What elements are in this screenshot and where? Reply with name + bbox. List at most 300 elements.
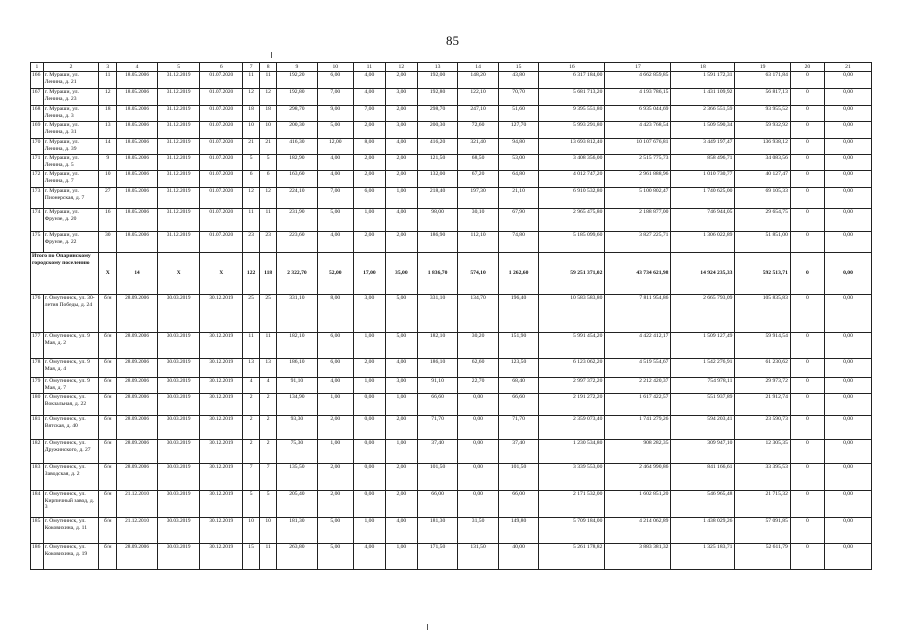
resettled-area: 186,10: [417, 359, 458, 378]
extra-cost: 0,00: [824, 89, 871, 106]
apartments-total: 2,00: [317, 491, 353, 518]
fund-cost: 6 935 044,69: [605, 106, 671, 122]
resettled-count: 10: [260, 122, 277, 139]
local-cost: 51 851,00: [735, 232, 790, 253]
apartments-total: 5,00: [317, 209, 353, 232]
column-number: 3: [99, 63, 117, 72]
apartments-private: 4,00: [353, 544, 385, 570]
total-area: 181,30: [277, 518, 318, 544]
resettled-count: 11: [260, 544, 277, 570]
planned-demolition: 01.07.2020: [200, 188, 243, 209]
total-cost: 9 395 551,80: [539, 106, 605, 122]
recognition-date: 28.09.2006: [117, 359, 158, 378]
apartments-private: 0,00: [353, 416, 385, 440]
planned-demolition: 30.12.2019: [200, 295, 243, 333]
apartments-municipal: 5,00: [385, 295, 417, 333]
apartments-private: 0,00: [353, 440, 385, 464]
total-cost: 2 359 073,40: [539, 416, 605, 440]
apartments-private: 1,00: [353, 209, 385, 232]
extra-count: 0: [790, 139, 824, 155]
row-number: 171: [31, 155, 44, 171]
extra-count: 0: [790, 253, 824, 295]
extra-count: 0: [790, 171, 824, 188]
municipal-area: 64,80: [498, 171, 539, 188]
extra-count: 0: [790, 416, 824, 440]
fund-cost: 908 282,35: [605, 440, 671, 464]
apartments-total: 2,00: [317, 416, 353, 440]
resettled-area: 91,10: [417, 378, 458, 394]
page-number: 85: [446, 33, 459, 48]
resettled-count: 5: [260, 491, 277, 518]
private-area: 68,50: [458, 155, 499, 171]
total-cost: 5 709 184,00: [539, 518, 605, 544]
apartments-municipal: 1,00: [385, 188, 417, 209]
column-number: 12: [385, 63, 417, 72]
municipal-area: 127,70: [498, 122, 539, 139]
resettled-count: 2: [260, 394, 277, 416]
planned-demolition: 01.07.2020: [200, 72, 243, 89]
column-number: 7: [243, 63, 260, 72]
planned-end: 31.12.2019: [157, 188, 200, 209]
residents-count: 10: [243, 122, 260, 139]
apartments-private: 7,00: [353, 106, 385, 122]
column-number: 1: [31, 63, 44, 72]
municipal-area: 101,50: [498, 464, 539, 491]
total-cost: 59 251 371,02: [539, 253, 605, 295]
resettled-count: 2: [260, 440, 277, 464]
planned-end: 30.03.2019: [157, 295, 200, 333]
row-number: 185: [31, 518, 44, 544]
region-cost: 1 325 183,71: [671, 544, 735, 570]
total-cost: 3 408 356,00: [539, 155, 605, 171]
private-area: 62,60: [458, 359, 499, 378]
extra-count: 0: [790, 72, 824, 89]
total-area: 135,50: [277, 464, 318, 491]
extra-cost: 0,00: [824, 440, 871, 464]
planned-end: 30.03.2019: [157, 518, 200, 544]
table-row: [31, 491, 872, 518]
fund-cost: 2 464 990,86: [605, 464, 671, 491]
recognition-date: 28.09.2006: [117, 544, 158, 570]
total-area: 182,10: [277, 333, 318, 359]
residents-count: 4: [243, 378, 260, 394]
apartments-municipal: 4,00: [385, 209, 417, 232]
planned-demolition: 30.12.2019: [200, 359, 243, 378]
apartments-municipal: 2,00: [385, 491, 417, 518]
private-area: 321,40: [458, 139, 499, 155]
column-number: 2: [43, 63, 98, 72]
resettled-count: 6: [260, 171, 277, 188]
planned-end: 31.12.2019: [157, 72, 200, 89]
apartments-municipal: 35,00: [385, 253, 417, 295]
fund-cost: 10 107 676,81: [605, 139, 671, 155]
resettled-area: 331,10: [417, 295, 458, 333]
apartments-private: 1,00: [353, 518, 385, 544]
row-number: 181: [31, 416, 44, 440]
apartments-municipal: 2,00: [385, 171, 417, 188]
extra-cost: 0,00: [824, 491, 871, 518]
private-area: 31,50: [458, 518, 499, 544]
row-number: 174: [31, 209, 44, 232]
resettled-count: 18: [260, 106, 277, 122]
municipal-area: 37,40: [498, 440, 539, 464]
local-cost: 21 912,74: [735, 394, 790, 416]
apartments-private: 2,00: [353, 171, 385, 188]
resettled-area: 71,70: [417, 416, 458, 440]
local-cost: 59 932,92: [735, 122, 790, 139]
fund-cost: 5 100 802,47: [605, 188, 671, 209]
apartments-total: 1,00: [317, 394, 353, 416]
extra-cost: 0,00: [824, 464, 871, 491]
private-area: 72,60: [458, 122, 499, 139]
address: г. Мураши, ул. Ленина, д. 23: [43, 89, 98, 106]
residents-count: 5: [243, 155, 260, 171]
doc-number: 14: [99, 139, 117, 155]
residents-count: 2: [243, 416, 260, 440]
recognition-date: 18.05.2006: [117, 155, 158, 171]
total-cost: 2 997 372,20: [539, 378, 605, 394]
recognition-date: 18.05.2006: [117, 89, 158, 106]
planned-demolition: 01.07.2020: [200, 106, 243, 122]
apartments-private: 4,00: [353, 89, 385, 106]
resettled-area: 298,70: [417, 106, 458, 122]
column-number: 17: [605, 63, 671, 72]
address: г. Омутнинск, ул. 9 Мая, д. 7: [43, 378, 98, 394]
table-row: [31, 171, 872, 188]
resettled-area: 98,00: [417, 209, 458, 232]
recognition-date: 18.05.2006: [117, 209, 158, 232]
recognition-date: 28.09.2006: [117, 416, 158, 440]
address: г. Мураши, ул. Пионерская, д. 7: [43, 188, 98, 209]
region-cost: 1 431 109,92: [671, 89, 735, 106]
extra-cost: 0,00: [824, 72, 871, 89]
apartments-municipal: 2,00: [385, 155, 417, 171]
table-row: [31, 72, 872, 89]
region-cost: 2 665 793,09: [671, 295, 735, 333]
recognition-date: 28.09.2006: [117, 440, 158, 464]
resettled-count: 11: [260, 209, 277, 232]
doc-number: 18: [99, 106, 117, 122]
apartments-total: 1,00: [317, 440, 353, 464]
total-area: 192,80: [277, 89, 318, 106]
doc-number: 13: [99, 122, 117, 139]
residents-count: 10: [243, 518, 260, 544]
extra-cost: 0,00: [824, 171, 871, 188]
table-row: [31, 544, 872, 570]
column-number: 11: [353, 63, 385, 72]
scan-mark: [271, 52, 272, 58]
planned-demolition: 30.12.2019: [200, 518, 243, 544]
doc-number: X: [99, 253, 117, 295]
planned-demolition: 01.07.2020: [200, 122, 243, 139]
apartments-municipal: 3,00: [385, 89, 417, 106]
resettled-count: 23: [260, 232, 277, 253]
extra-count: 0: [790, 155, 824, 171]
apartments-private: 2,00: [353, 122, 385, 139]
municipal-area: 43,80: [498, 72, 539, 89]
resettled-area: 132,00: [417, 171, 458, 188]
total-area: 2 322,70: [277, 253, 318, 295]
residents-count: 7: [243, 464, 260, 491]
fund-cost: 4 662 859,85: [605, 72, 671, 89]
address: г. Мураши, ул. Ленина, д. 3: [43, 106, 98, 122]
planned-end: 31.12.2019: [157, 155, 200, 171]
residents-count: 11: [243, 333, 260, 359]
municipal-area: 94,80: [498, 139, 539, 155]
planned-demolition: 30.12.2019: [200, 491, 243, 518]
apartments-private: 0,00: [353, 464, 385, 491]
extra-count: 0: [790, 232, 824, 253]
total-area: 224,10: [277, 188, 318, 209]
apartments-total: 4,00: [317, 171, 353, 188]
resettled-count: 2: [260, 416, 277, 440]
extra-cost: 0,00: [824, 253, 871, 295]
table-row: [31, 440, 872, 464]
apartments-municipal: 5,00: [385, 333, 417, 359]
apartments-total: 7,00: [317, 89, 353, 106]
resettled-area: 218,40: [417, 188, 458, 209]
column-number: 5: [157, 63, 200, 72]
extra-cost: 0,00: [824, 416, 871, 440]
residents-count: 21: [243, 139, 260, 155]
resettled-area: 121,50: [417, 155, 458, 171]
resettled-count: 4: [260, 378, 277, 394]
fund-cost: 3 883 381,32: [605, 544, 671, 570]
total-row: [31, 253, 872, 295]
planned-demolition: 30.12.2019: [200, 440, 243, 464]
resettled-count: 118: [260, 253, 277, 295]
total-cost: 1 230 534,80: [539, 440, 605, 464]
municipal-area: 71,70: [498, 416, 539, 440]
address: г. Омутнинск, ул. 30-летия Победы, д. 24: [43, 295, 98, 333]
private-area: 134,70: [458, 295, 499, 333]
planned-end: 30.03.2019: [157, 333, 200, 359]
apartments-municipal: 3,00: [385, 122, 417, 139]
municipal-area: 67,90: [498, 209, 539, 232]
recognition-date: 28.09.2006: [117, 394, 158, 416]
private-area: 0,00: [458, 491, 499, 518]
planned-end: 30.03.2019: [157, 440, 200, 464]
resettled-count: 11: [260, 72, 277, 89]
local-cost: 57 091,85: [735, 518, 790, 544]
extra-count: 0: [790, 491, 824, 518]
local-cost: 52 611,79: [735, 544, 790, 570]
fund-cost: 3 827 225,71: [605, 232, 671, 253]
apartments-private: 4,00: [353, 72, 385, 89]
total-label: Итого по Опаринскому городскому поселению: [31, 253, 99, 295]
municipal-area: 66,60: [498, 394, 539, 416]
region-cost: 841 166,61: [671, 464, 735, 491]
extra-cost: 0,00: [824, 333, 871, 359]
row-number: 182: [31, 440, 44, 464]
private-area: 131,50: [458, 544, 499, 570]
table-row: [31, 139, 872, 155]
resettled-count: 10: [260, 518, 277, 544]
table-row: [31, 359, 872, 378]
private-area: 22,70: [458, 378, 499, 394]
total-cost: 5 681 713,20: [539, 89, 605, 106]
total-cost: 5 261 178,82: [539, 544, 605, 570]
total-area: 182,90: [277, 155, 318, 171]
total-cost: 6 910 532,80: [539, 188, 605, 209]
row-number: 166: [31, 72, 44, 89]
extra-cost: 0,00: [824, 378, 871, 394]
address: г. Омутнинск, ул. Дружинского, д. 27: [43, 440, 98, 464]
apartments-private: 2,00: [353, 359, 385, 378]
resettled-count: 25: [260, 295, 277, 333]
planned-end: 30.03.2019: [157, 464, 200, 491]
table-row: [31, 518, 872, 544]
private-area: 0,00: [458, 440, 499, 464]
resettled-area: 182,10: [417, 333, 458, 359]
apartments-total: 6,00: [317, 72, 353, 89]
address: г. Омутнинск, ул. Вокзальная, д. 22: [43, 394, 98, 416]
planned-end: 31.12.2019: [157, 89, 200, 106]
private-area: 122,10: [458, 89, 499, 106]
local-cost: 63 171,84: [735, 72, 790, 89]
resettled-area: 171,50: [417, 544, 458, 570]
table-row: [31, 295, 872, 333]
doc-number: 11: [99, 72, 117, 89]
extra-count: 0: [790, 518, 824, 544]
private-area: 0,00: [458, 464, 499, 491]
row-number: 173: [31, 188, 44, 209]
address: г. Мураши, ул. Фрунзе, д. 22: [43, 232, 98, 253]
private-area: 30,20: [458, 333, 499, 359]
planned-end: 30.03.2019: [157, 491, 200, 518]
planned-end: 31.12.2019: [157, 122, 200, 139]
residents-count: 5: [243, 491, 260, 518]
apartments-municipal: 4,00: [385, 139, 417, 155]
recognition-date: 28.09.2006: [117, 295, 158, 333]
table-row: [31, 188, 872, 209]
resettled-area: 186,90: [417, 232, 458, 253]
total-area: 200,30: [277, 122, 318, 139]
residents-count: 13: [243, 359, 260, 378]
region-cost: 2 366 551,59: [671, 106, 735, 122]
local-cost: 21 715,32: [735, 491, 790, 518]
resettled-count: 13: [260, 359, 277, 378]
total-area: 192,20: [277, 72, 318, 89]
private-area: 148,20: [458, 72, 499, 89]
address: г. Мураши, ул. Ленина, д. 21: [43, 72, 98, 89]
extra-cost: 0,00: [824, 139, 871, 155]
local-cost: 136 938,12: [735, 139, 790, 155]
total-cost: 2 965 475,80: [539, 209, 605, 232]
region-cost: 1 438 029,26: [671, 518, 735, 544]
apartments-private: 17,00: [353, 253, 385, 295]
planned-demolition: 01.07.2020: [200, 171, 243, 188]
column-number: 6: [200, 63, 243, 72]
table-row: [31, 122, 872, 139]
residents-count: 2: [243, 394, 260, 416]
local-cost: 40 127,47: [735, 171, 790, 188]
apartments-private: 1,00: [353, 333, 385, 359]
planned-end: 31.12.2019: [157, 232, 200, 253]
resettled-count: 11: [260, 333, 277, 359]
extra-count: 0: [790, 209, 824, 232]
municipal-area: 123,50: [498, 359, 539, 378]
extra-cost: 0,00: [824, 518, 871, 544]
private-area: 0,00: [458, 416, 499, 440]
apartments-municipal: 4,00: [385, 518, 417, 544]
address: г. Омутнинск, ул. Заводская, д. 2: [43, 464, 98, 491]
column-number: 8: [260, 63, 277, 72]
local-cost: 12 305,35: [735, 440, 790, 464]
extra-count: 0: [790, 106, 824, 122]
residents-count: 122: [243, 253, 260, 295]
resettled-area: 192,80: [417, 89, 458, 106]
region-cost: 1 591 172,31: [671, 72, 735, 89]
apartments-total: 52,00: [317, 253, 353, 295]
municipal-area: 74,80: [498, 232, 539, 253]
residents-count: 18: [243, 106, 260, 122]
apartments-total: 6,00: [317, 333, 353, 359]
private-area: 112,10: [458, 232, 499, 253]
region-cost: 746 944,05: [671, 209, 735, 232]
total-cost: 5 185 099,60: [539, 232, 605, 253]
table-row: [31, 464, 872, 491]
resettled-area: 66,00: [417, 491, 458, 518]
address: г. Мураши, ул. Ленина, д. 7: [43, 171, 98, 188]
fund-cost: 4 422 412,17: [605, 333, 671, 359]
resettled-area: 101,50: [417, 464, 458, 491]
local-cost: 69 105,33: [735, 188, 790, 209]
apartments-total: 4,00: [317, 378, 353, 394]
planned-end: 31.12.2019: [157, 209, 200, 232]
total-cost: 13 693 812,40: [539, 139, 605, 155]
planned-demolition: 30.12.2019: [200, 333, 243, 359]
fund-cost: 1 617 422,57: [605, 394, 671, 416]
apartments-private: 2,00: [353, 155, 385, 171]
total-cost: 10 583 583,80: [539, 295, 605, 333]
column-number: 19: [735, 63, 790, 72]
column-number: 10: [317, 63, 353, 72]
recognition-date: 28.09.2006: [117, 333, 158, 359]
fund-cost: 4 423 768,54: [605, 122, 671, 139]
extra-count: 0: [790, 122, 824, 139]
region-cost: 551 937,89: [671, 394, 735, 416]
private-area: 574,10: [458, 253, 499, 295]
doc-number: б/н: [99, 440, 117, 464]
resettled-area: 200,30: [417, 122, 458, 139]
extra-count: 0: [790, 544, 824, 570]
extra-cost: 0,00: [824, 155, 871, 171]
local-cost: 61 230,62: [735, 359, 790, 378]
total-area: 231,90: [277, 209, 318, 232]
resettled-count: 12: [260, 188, 277, 209]
resettled-count: 7: [260, 464, 277, 491]
doc-number: б/н: [99, 518, 117, 544]
doc-number: 16: [99, 209, 117, 232]
total-area: 205,40: [277, 491, 318, 518]
row-number: 170: [31, 139, 44, 155]
region-cost: 546 965,48: [671, 491, 735, 518]
planned-demolition: 01.07.2020: [200, 155, 243, 171]
address: г. Мураши, ул. Фрунзе, д. 20: [43, 209, 98, 232]
extra-count: 0: [790, 333, 824, 359]
row-number: 180: [31, 394, 44, 416]
apartments-municipal: 1,00: [385, 544, 417, 570]
region-cost: 1 542 276,91: [671, 359, 735, 378]
planned-demolition: 30.12.2019: [200, 416, 243, 440]
apartments-municipal: 3,00: [385, 378, 417, 394]
address: г. Мураши, ул. Ленина, д. 5: [43, 155, 98, 171]
total-area: 93,30: [277, 416, 318, 440]
fund-cost: 1 741 279,26: [605, 416, 671, 440]
doc-number: б/н: [99, 295, 117, 333]
recognition-date: 18.05.2006: [117, 139, 158, 155]
